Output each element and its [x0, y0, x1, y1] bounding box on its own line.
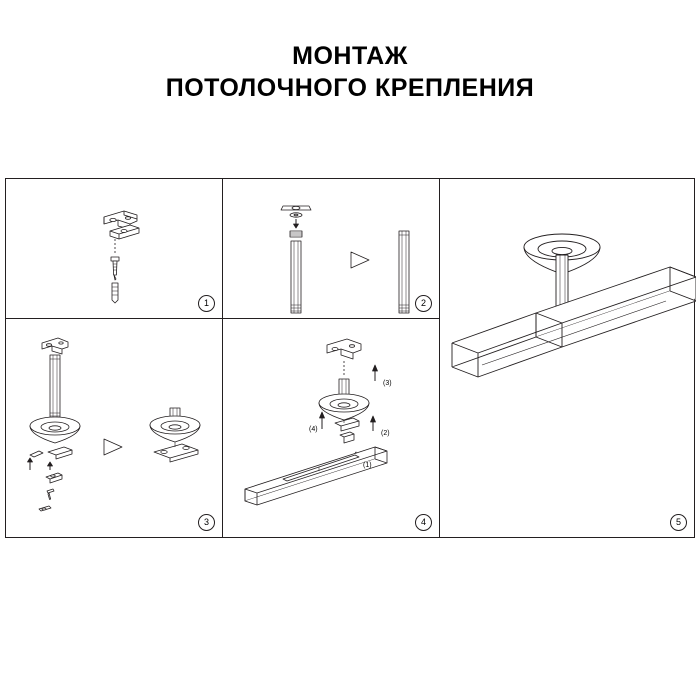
step-label-3: (3) — [383, 380, 392, 387]
panel-step-3-number: 3 — [198, 514, 215, 531]
panel-step-3 — [5, 318, 223, 538]
step-label-2: (2) — [381, 430, 390, 437]
panel-step-5-number: 5 — [670, 514, 687, 531]
page-title — [0, 40, 700, 104]
panel-step-5-illustration — [440, 179, 694, 537]
page-title-line-1: МОНТАЖ — [292, 42, 408, 70]
panel-step-2-number: 2 — [415, 295, 432, 312]
diagram-grid — [5, 178, 695, 538]
panel-step-1 — [5, 178, 223, 319]
panel-step-4-illustration — [223, 319, 439, 537]
panel-step-2 — [222, 178, 440, 319]
panel-step-5 — [439, 178, 695, 538]
panel-step-4-number: 4 — [415, 514, 432, 531]
page-title-line-2: ПОТОЛОЧНОГО КРЕПЛЕНИЯ — [165, 74, 535, 102]
step-label-1: (1) — [363, 462, 372, 469]
panel-step-3-illustration — [6, 319, 222, 537]
panel-step-1-number: 1 — [198, 295, 215, 312]
panel-step-2-illustration — [223, 179, 439, 318]
panel-step-1-illustration — [6, 179, 222, 318]
step-label-4: (4) — [309, 426, 318, 433]
panel-step-4 — [222, 318, 440, 538]
